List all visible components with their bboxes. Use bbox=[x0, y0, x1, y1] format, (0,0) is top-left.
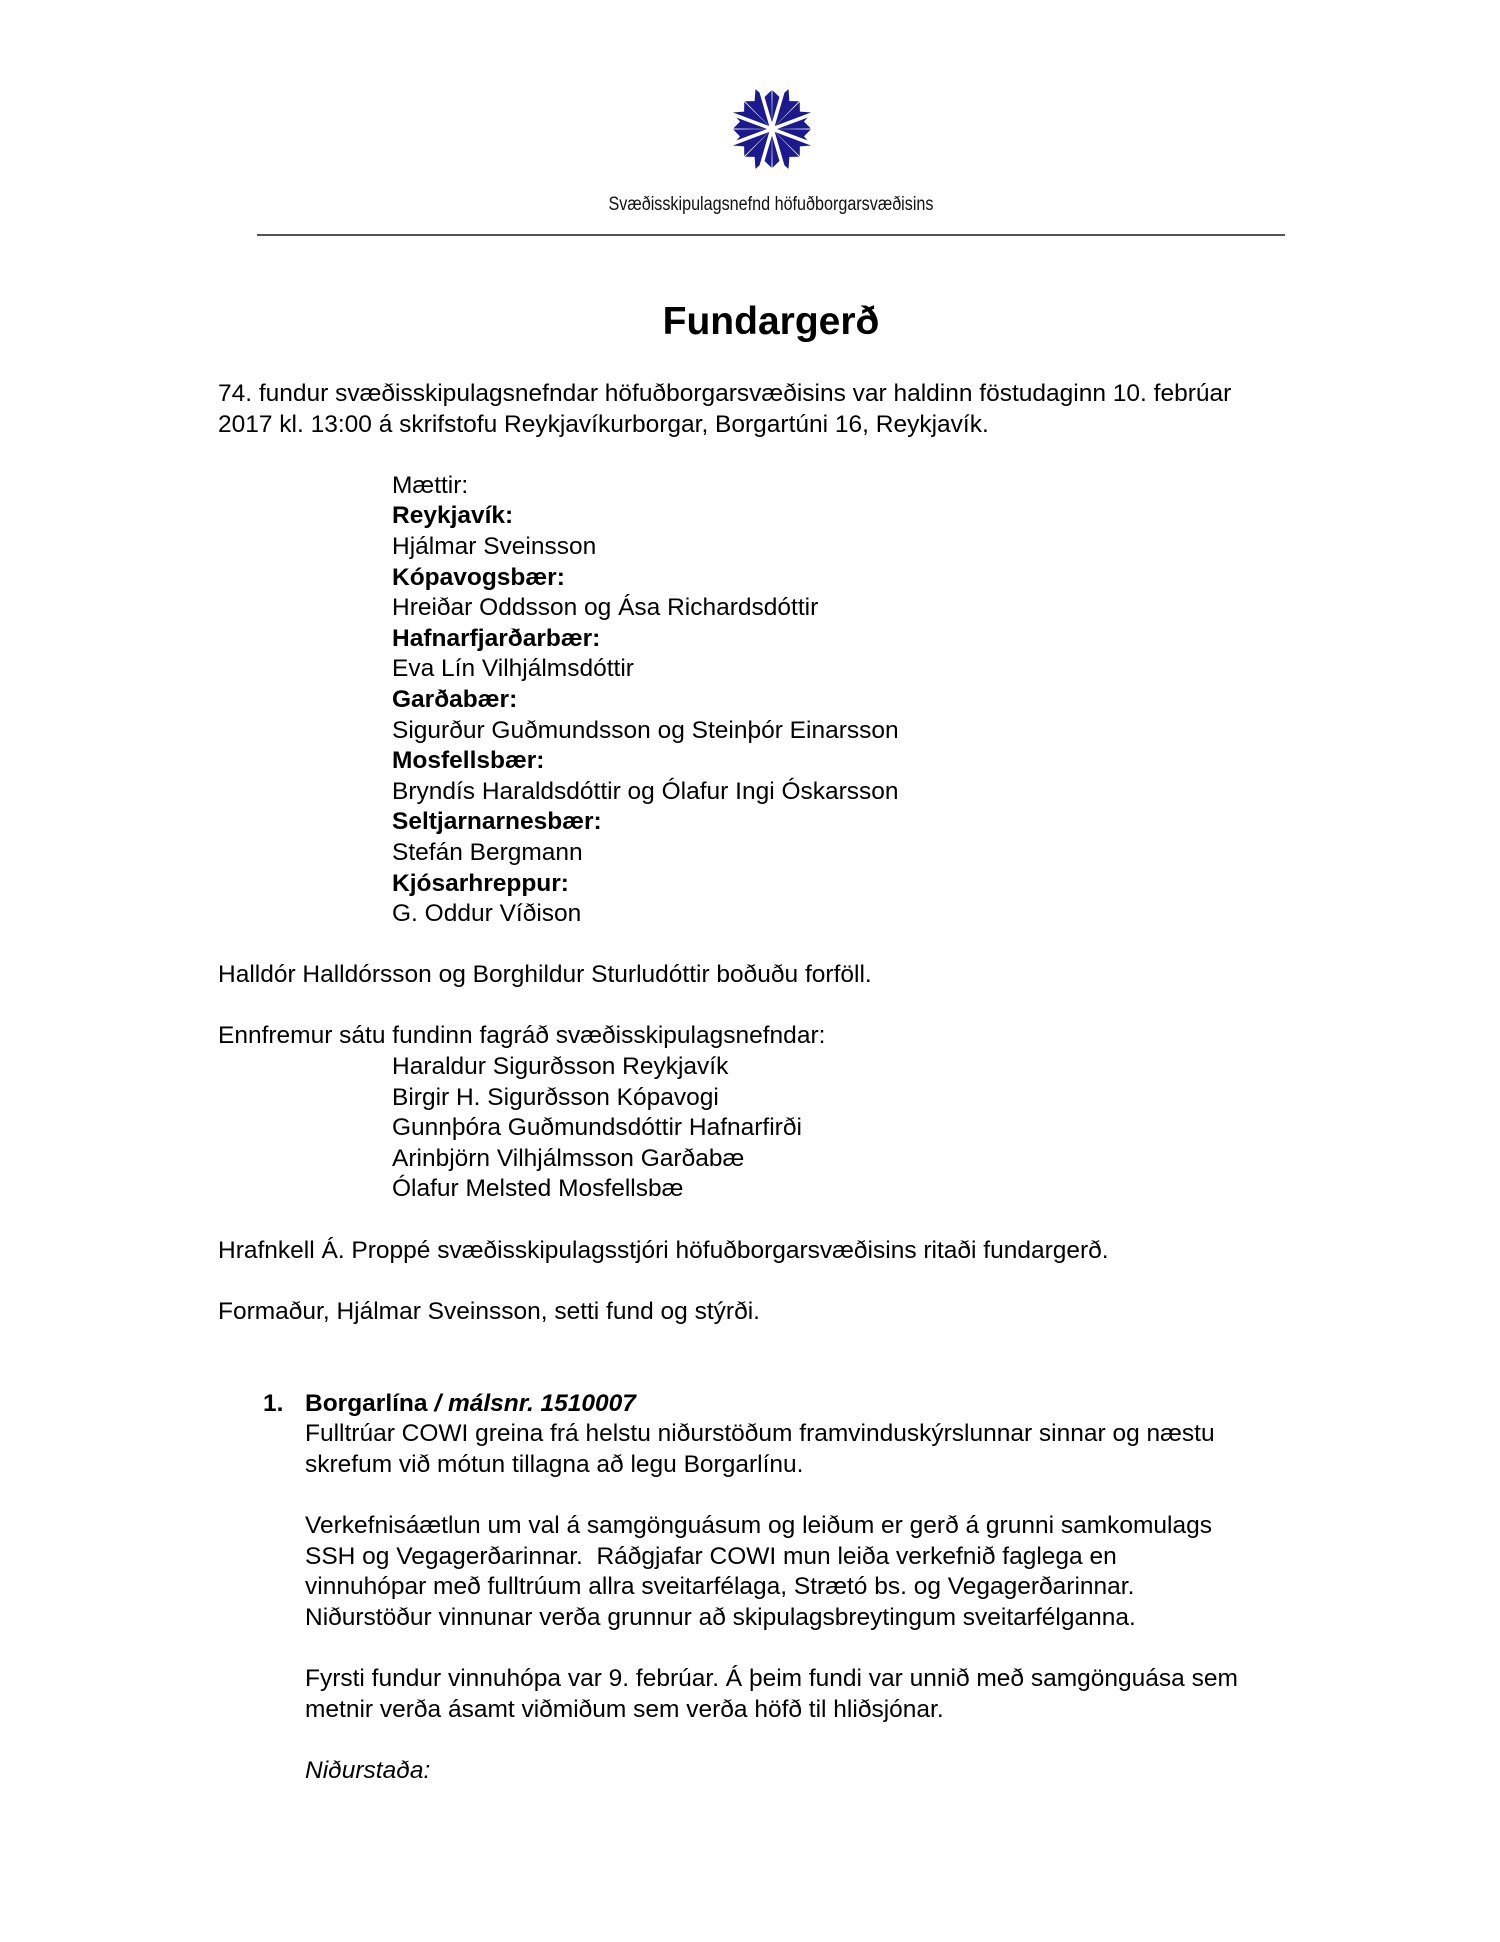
municipality: Kjósarhreppur: bbox=[392, 869, 569, 897]
members: Hjálmar Sveinsson bbox=[392, 532, 597, 560]
municipality: Reykjavík: bbox=[392, 502, 514, 530]
advisory-label: Ennfremur sátu fundinn fagráð svæðisskipulagsnefndar: bbox=[218, 1022, 826, 1050]
organization-logo bbox=[727, 84, 817, 174]
item-text: Verkefnisáætlun um val á samgönguásum og leiðum er gerð á grunni samkomulags bbox=[305, 1511, 1212, 1539]
item-case-number: / málsnr. 1510007 bbox=[427, 1389, 636, 1417]
item-text: skrefum við mótun tillagna að legu Borgarlínu. bbox=[305, 1450, 804, 1478]
municipality: Seltjarnarnesbær: bbox=[392, 808, 602, 836]
item-text: Fyrsti fundur vinnuhópa var 9. febrúar. Á þeim fundi var unnið með samgönguása sem bbox=[305, 1664, 1238, 1692]
members: Eva Lín Vilhjálmsdóttir bbox=[392, 655, 634, 683]
item-text: SSH og Vegagerðarinnar. Ráðgjafar COWI mun leiða verkefnið faglega en bbox=[305, 1542, 1117, 1570]
members: Hreiðar Oddsson og Ása Richardsdóttir bbox=[392, 594, 819, 622]
intro-line: 74. fundur svæðisskipulagsnefndar höfuðborgarsvæðisins var haldinn föstudaginn 10. febrúar bbox=[218, 380, 1232, 407]
municipality: Kópavogsbær: bbox=[392, 563, 565, 591]
members: G. Oddur Víðison bbox=[392, 900, 582, 928]
secretary-note: Hrafnkell Á. Proppé svæðisskipulagsstjóri höfuðborgarsvæðisins ritaði fundargerð. bbox=[218, 1236, 1109, 1264]
chair-note: Formaður, Hjálmar Sveinsson, setti fund og stýrði. bbox=[218, 1297, 760, 1325]
advisory-member: Ólafur Melsted Mosfellsbæ bbox=[392, 1175, 684, 1203]
advisory-member: Arinbjörn Vilhjálmsson Garðabæ bbox=[392, 1144, 745, 1172]
members: Stefán Bergmann bbox=[392, 838, 583, 866]
item-text: vinnuhópar með fulltrúum allra sveitarfélaga, Strætó bs. og Vegagerðarinnar. bbox=[305, 1573, 1135, 1601]
advisory-member: Haraldur Sigurðsson Reykjavík bbox=[392, 1053, 729, 1081]
intro-line: 2017 kl. 13:00 á skrifstofu Reykjavíkurborgar, Borgartúni 16, Reykjavík. bbox=[218, 410, 989, 438]
municipality: Mosfellsbær: bbox=[392, 747, 545, 775]
item-text: metnir verða ásamt viðmiðum sem verða höfð til hliðsjónar. bbox=[305, 1695, 944, 1723]
advisory-member: Birgir H. Sigurðsson Kópavogi bbox=[392, 1083, 719, 1111]
conclusion-label: Niðurstaða: bbox=[305, 1756, 431, 1784]
item-number: 1. bbox=[263, 1389, 284, 1417]
organization-name: Svæðisskipulagsnefnd höfuðborgarsvæðisins bbox=[608, 194, 934, 215]
item-text: Fulltrúar COWI greina frá helstu niðurstöðum framvinduskýrslunnar sinnar og næstu bbox=[305, 1420, 1215, 1448]
advisory-member: Gunnþóra Guðmundsdóttir Hafnarfirði bbox=[392, 1114, 802, 1142]
members: Bryndís Haraldsdóttir og Ólafur Ingi Óskarsson bbox=[392, 777, 899, 805]
attendance-label: Mættir: bbox=[392, 471, 469, 499]
document-body bbox=[218, 379, 1338, 1786]
header-divider bbox=[257, 234, 1285, 236]
item-title: Borgarlína bbox=[305, 1389, 428, 1417]
agenda-item-heading bbox=[218, 1389, 1338, 1420]
municipality: Hafnarfjarðarbær: bbox=[392, 624, 601, 652]
document-title: Fundargerð bbox=[662, 300, 880, 343]
members: Sigurður Guðmundsson og Steinþór Einarsson bbox=[392, 716, 899, 744]
item-text: Niðurstöður vinnunar verða grunnur að skipulagsbreytingum sveitarfélganna. bbox=[305, 1603, 1136, 1631]
municipality: Garðabær: bbox=[392, 685, 518, 713]
absent-note: Halldór Halldórsson og Borghildur Sturludóttir boðuðu forföll. bbox=[218, 961, 872, 989]
